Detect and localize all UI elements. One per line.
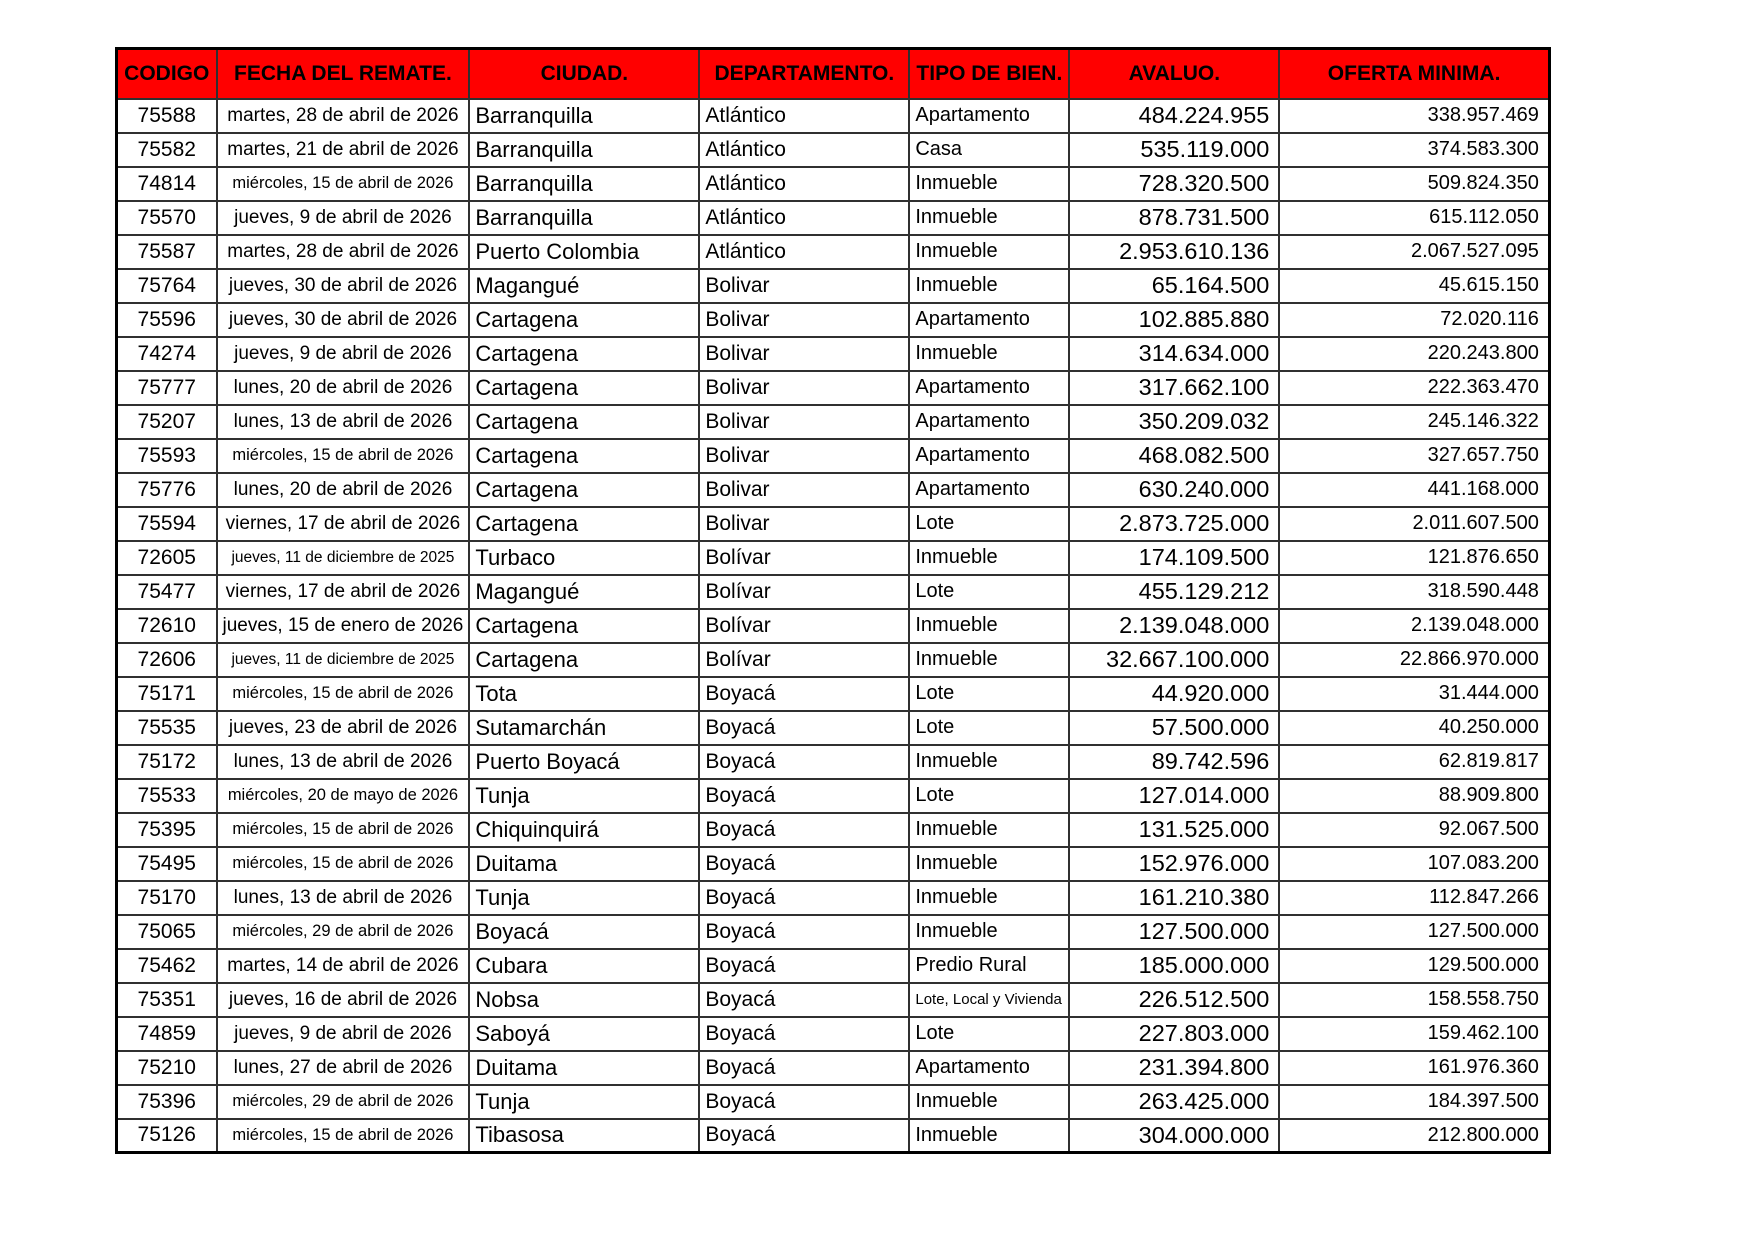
table-row — [117, 303, 1550, 337]
cell-fecha: miércoles, 15 de abril de 2026 — [217, 167, 470, 201]
cell-ciudad: Turbaco — [469, 541, 699, 575]
cell-fecha: lunes, 13 de abril de 2026 — [217, 745, 470, 779]
table-row — [117, 609, 1550, 643]
cell-fecha: miércoles, 29 de abril de 2026 — [217, 1085, 470, 1119]
cell-fecha: martes, 28 de abril de 2026 — [217, 99, 470, 133]
cell-departamento: Boyacá — [699, 711, 909, 745]
cell-ciudad: Barranquilla — [469, 201, 699, 235]
table-row — [117, 983, 1550, 1017]
cell-tipo: Lote — [909, 677, 1069, 711]
cell-tipo: Inmueble — [909, 813, 1069, 847]
table-header-row — [117, 49, 1550, 99]
cell-fecha: viernes, 17 de abril de 2026 — [217, 507, 470, 541]
cell-codigo: 74859 — [117, 1017, 217, 1051]
cell-ciudad: Barranquilla — [469, 133, 699, 167]
cell-codigo: 75777 — [117, 371, 217, 405]
cell-codigo: 75126 — [117, 1119, 217, 1153]
table-row — [117, 881, 1550, 915]
cell-departamento: Boyacá — [699, 745, 909, 779]
cell-ciudad: Cartagena — [469, 337, 699, 371]
cell-departamento: Boyacá — [699, 915, 909, 949]
header-codigo: CODIGO — [117, 49, 217, 99]
table-row — [117, 711, 1550, 745]
cell-departamento: Bolivar — [699, 507, 909, 541]
cell-oferta: 159.462.100 — [1279, 1017, 1549, 1051]
cell-ciudad: Duitama — [469, 1051, 699, 1085]
cell-codigo: 75776 — [117, 473, 217, 507]
cell-ciudad: Cartagena — [469, 473, 699, 507]
cell-tipo: Inmueble — [909, 1085, 1069, 1119]
cell-tipo: Inmueble — [909, 337, 1069, 371]
cell-oferta: 2.067.527.095 — [1279, 235, 1549, 269]
cell-codigo: 75395 — [117, 813, 217, 847]
cell-codigo: 75207 — [117, 405, 217, 439]
cell-avaluo: 535.119.000 — [1069, 133, 1279, 167]
cell-fecha: miércoles, 29 de abril de 2026 — [217, 915, 470, 949]
cell-fecha: jueves, 15 de enero de 2026 — [217, 609, 470, 643]
cell-avaluo: 878.731.500 — [1069, 201, 1279, 235]
table-row — [117, 269, 1550, 303]
cell-oferta: 92.067.500 — [1279, 813, 1549, 847]
cell-ciudad: Cartagena — [469, 371, 699, 405]
table-row — [117, 915, 1550, 949]
cell-ciudad: Barranquilla — [469, 99, 699, 133]
table-row — [117, 473, 1550, 507]
cell-ciudad: Magangué — [469, 269, 699, 303]
cell-oferta: 2.011.607.500 — [1279, 507, 1549, 541]
cell-ciudad: Chiquinquirá — [469, 813, 699, 847]
cell-departamento: Bolivar — [699, 473, 909, 507]
cell-avaluo: 2.139.048.000 — [1069, 609, 1279, 643]
cell-departamento: Bolívar — [699, 541, 909, 575]
cell-ciudad: Cartagena — [469, 643, 699, 677]
cell-tipo: Lote — [909, 507, 1069, 541]
table-row — [117, 643, 1550, 677]
cell-oferta: 184.397.500 — [1279, 1085, 1549, 1119]
cell-codigo: 75533 — [117, 779, 217, 813]
cell-fecha: jueves, 11 de diciembre de 2025 — [217, 643, 470, 677]
table-row — [117, 371, 1550, 405]
cell-departamento: Atlántico — [699, 133, 909, 167]
cell-tipo: Apartamento — [909, 1051, 1069, 1085]
table-row — [117, 337, 1550, 371]
table-row — [117, 677, 1550, 711]
cell-tipo: Inmueble — [909, 915, 1069, 949]
cell-tipo: Lote — [909, 1017, 1069, 1051]
cell-fecha: lunes, 20 de abril de 2026 — [217, 473, 470, 507]
cell-departamento: Bolivar — [699, 337, 909, 371]
cell-fecha: jueves, 9 de abril de 2026 — [217, 201, 470, 235]
cell-ciudad: Cartagena — [469, 405, 699, 439]
cell-ciudad: Sutamarchán — [469, 711, 699, 745]
cell-ciudad: Tunja — [469, 881, 699, 915]
cell-tipo: Apartamento — [909, 439, 1069, 473]
cell-ciudad: Barranquilla — [469, 167, 699, 201]
cell-oferta: 338.957.469 — [1279, 99, 1549, 133]
cell-departamento: Boyacá — [699, 813, 909, 847]
cell-avaluo: 630.240.000 — [1069, 473, 1279, 507]
cell-codigo: 75587 — [117, 235, 217, 269]
cell-oferta: 318.590.448 — [1279, 575, 1549, 609]
cell-avaluo: 226.512.500 — [1069, 983, 1279, 1017]
cell-oferta: 509.824.350 — [1279, 167, 1549, 201]
cell-departamento: Atlántico — [699, 167, 909, 201]
cell-codigo: 75172 — [117, 745, 217, 779]
cell-ciudad: Duitama — [469, 847, 699, 881]
cell-oferta: 40.250.000 — [1279, 711, 1549, 745]
cell-departamento: Boyacá — [699, 949, 909, 983]
cell-tipo: Apartamento — [909, 303, 1069, 337]
cell-fecha: martes, 21 de abril de 2026 — [217, 133, 470, 167]
table-row — [117, 575, 1550, 609]
cell-tipo: Lote — [909, 779, 1069, 813]
cell-departamento: Bolívar — [699, 609, 909, 643]
cell-tipo: Inmueble — [909, 1119, 1069, 1153]
cell-departamento: Atlántico — [699, 201, 909, 235]
cell-oferta: 374.583.300 — [1279, 133, 1549, 167]
cell-departamento: Bolívar — [699, 575, 909, 609]
cell-avaluo: 2.953.610.136 — [1069, 235, 1279, 269]
table-row — [117, 847, 1550, 881]
cell-avaluo: 89.742.596 — [1069, 745, 1279, 779]
cell-departamento: Boyacá — [699, 1085, 909, 1119]
cell-codigo: 75477 — [117, 575, 217, 609]
cell-avaluo: 468.082.500 — [1069, 439, 1279, 473]
cell-departamento: Boyacá — [699, 881, 909, 915]
cell-codigo: 75351 — [117, 983, 217, 1017]
header-ciudad: CIUDAD. — [469, 49, 699, 99]
cell-avaluo: 127.500.000 — [1069, 915, 1279, 949]
cell-fecha: lunes, 20 de abril de 2026 — [217, 371, 470, 405]
cell-codigo: 75396 — [117, 1085, 217, 1119]
cell-ciudad: Magangué — [469, 575, 699, 609]
cell-codigo: 75594 — [117, 507, 217, 541]
table-row — [117, 541, 1550, 575]
cell-departamento: Boyacá — [699, 1119, 909, 1153]
cell-avaluo: 231.394.800 — [1069, 1051, 1279, 1085]
cell-departamento: Boyacá — [699, 677, 909, 711]
cell-codigo: 75462 — [117, 949, 217, 983]
cell-codigo: 75596 — [117, 303, 217, 337]
cell-fecha: jueves, 16 de abril de 2026 — [217, 983, 470, 1017]
cell-oferta: 107.083.200 — [1279, 847, 1549, 881]
cell-fecha: miércoles, 20 de mayo de 2026 — [217, 779, 470, 813]
cell-codigo: 75570 — [117, 201, 217, 235]
cell-fecha: viernes, 17 de abril de 2026 — [217, 575, 470, 609]
cell-oferta: 158.558.750 — [1279, 983, 1549, 1017]
cell-fecha: miércoles, 15 de abril de 2026 — [217, 813, 470, 847]
cell-tipo: Inmueble — [909, 541, 1069, 575]
header-departamento: DEPARTAMENTO. — [699, 49, 909, 99]
cell-fecha: miércoles, 15 de abril de 2026 — [217, 1119, 470, 1153]
header-fecha: FECHA DEL REMATE. — [217, 49, 470, 99]
cell-ciudad: Cubara — [469, 949, 699, 983]
cell-oferta: 31.444.000 — [1279, 677, 1549, 711]
cell-departamento: Bolivar — [699, 439, 909, 473]
cell-avaluo: 185.000.000 — [1069, 949, 1279, 983]
cell-oferta: 127.500.000 — [1279, 915, 1549, 949]
cell-codigo: 74274 — [117, 337, 217, 371]
table-row — [117, 1051, 1550, 1085]
cell-ciudad: Tunja — [469, 1085, 699, 1119]
cell-tipo: Inmueble — [909, 745, 1069, 779]
cell-departamento: Boyacá — [699, 1051, 909, 1085]
cell-oferta: 22.866.970.000 — [1279, 643, 1549, 677]
table-row — [117, 235, 1550, 269]
cell-oferta: 2.139.048.000 — [1279, 609, 1549, 643]
cell-departamento: Boyacá — [699, 847, 909, 881]
cell-tipo: Inmueble — [909, 643, 1069, 677]
header-oferta: OFERTA MINIMA. — [1279, 49, 1549, 99]
cell-codigo: 75065 — [117, 915, 217, 949]
cell-departamento: Boyacá — [699, 983, 909, 1017]
cell-fecha: miércoles, 15 de abril de 2026 — [217, 677, 470, 711]
table-row — [117, 405, 1550, 439]
cell-fecha: miércoles, 15 de abril de 2026 — [217, 847, 470, 881]
cell-fecha: lunes, 13 de abril de 2026 — [217, 405, 470, 439]
cell-codigo: 74814 — [117, 167, 217, 201]
table-row — [117, 1119, 1550, 1153]
cell-fecha: jueves, 30 de abril de 2026 — [217, 303, 470, 337]
cell-avaluo: 314.634.000 — [1069, 337, 1279, 371]
cell-tipo: Lote, Local y Vivienda — [909, 983, 1069, 1017]
cell-tipo: Inmueble — [909, 269, 1069, 303]
table-row — [117, 1017, 1550, 1051]
cell-avaluo: 484.224.955 — [1069, 99, 1279, 133]
cell-codigo: 75582 — [117, 133, 217, 167]
cell-codigo: 75593 — [117, 439, 217, 473]
cell-oferta: 62.819.817 — [1279, 745, 1549, 779]
table-row — [117, 133, 1550, 167]
cell-avaluo: 32.667.100.000 — [1069, 643, 1279, 677]
cell-ciudad: Tunja — [469, 779, 699, 813]
cell-avaluo: 102.885.880 — [1069, 303, 1279, 337]
cell-avaluo: 65.164.500 — [1069, 269, 1279, 303]
cell-oferta: 212.800.000 — [1279, 1119, 1549, 1153]
table-row — [117, 439, 1550, 473]
cell-oferta: 245.146.322 — [1279, 405, 1549, 439]
table-row — [117, 1085, 1550, 1119]
cell-avaluo: 131.525.000 — [1069, 813, 1279, 847]
cell-avaluo: 227.803.000 — [1069, 1017, 1279, 1051]
cell-departamento: Bolivar — [699, 371, 909, 405]
cell-ciudad: Puerto Boyacá — [469, 745, 699, 779]
cell-tipo: Apartamento — [909, 405, 1069, 439]
cell-tipo: Inmueble — [909, 609, 1069, 643]
cell-tipo: Inmueble — [909, 235, 1069, 269]
cell-avaluo: 127.014.000 — [1069, 779, 1279, 813]
table-row — [117, 201, 1550, 235]
auction-listings-table — [115, 47, 1551, 1154]
cell-avaluo: 304.000.000 — [1069, 1119, 1279, 1153]
cell-tipo: Apartamento — [909, 473, 1069, 507]
header-tipo: TIPO DE BIEN. — [909, 49, 1069, 99]
cell-fecha: jueves, 30 de abril de 2026 — [217, 269, 470, 303]
cell-ciudad: Puerto Colombia — [469, 235, 699, 269]
table-row — [117, 99, 1550, 133]
cell-oferta: 129.500.000 — [1279, 949, 1549, 983]
cell-tipo: Predio Rural — [909, 949, 1069, 983]
cell-departamento: Bolívar — [699, 643, 909, 677]
cell-ciudad: Boyacá — [469, 915, 699, 949]
cell-avaluo: 174.109.500 — [1069, 541, 1279, 575]
cell-codigo: 75495 — [117, 847, 217, 881]
cell-avaluo: 57.500.000 — [1069, 711, 1279, 745]
cell-ciudad: Cartagena — [469, 507, 699, 541]
cell-avaluo: 728.320.500 — [1069, 167, 1279, 201]
cell-fecha: lunes, 13 de abril de 2026 — [217, 881, 470, 915]
cell-avaluo: 2.873.725.000 — [1069, 507, 1279, 541]
table-row — [117, 167, 1550, 201]
cell-codigo: 75535 — [117, 711, 217, 745]
cell-tipo: Apartamento — [909, 371, 1069, 405]
cell-fecha: martes, 28 de abril de 2026 — [217, 235, 470, 269]
cell-codigo: 75588 — [117, 99, 217, 133]
cell-ciudad: Cartagena — [469, 609, 699, 643]
cell-avaluo: 44.920.000 — [1069, 677, 1279, 711]
table-row — [117, 507, 1550, 541]
cell-tipo: Lote — [909, 711, 1069, 745]
cell-ciudad: Cartagena — [469, 439, 699, 473]
table-row — [117, 949, 1550, 983]
cell-oferta: 222.363.470 — [1279, 371, 1549, 405]
cell-departamento: Bolivar — [699, 303, 909, 337]
cell-avaluo: 317.662.100 — [1069, 371, 1279, 405]
cell-oferta: 112.847.266 — [1279, 881, 1549, 915]
cell-avaluo: 161.210.380 — [1069, 881, 1279, 915]
cell-codigo: 75171 — [117, 677, 217, 711]
cell-fecha: martes, 14 de abril de 2026 — [217, 949, 470, 983]
cell-oferta: 327.657.750 — [1279, 439, 1549, 473]
cell-tipo: Apartamento — [909, 99, 1069, 133]
cell-fecha: jueves, 9 de abril de 2026 — [217, 337, 470, 371]
table-row — [117, 813, 1550, 847]
cell-departamento: Atlántico — [699, 99, 909, 133]
cell-departamento: Boyacá — [699, 779, 909, 813]
cell-codigo: 75210 — [117, 1051, 217, 1085]
cell-ciudad: Tota — [469, 677, 699, 711]
cell-departamento: Bolivar — [699, 269, 909, 303]
cell-codigo: 75170 — [117, 881, 217, 915]
cell-tipo: Inmueble — [909, 201, 1069, 235]
cell-oferta: 88.909.800 — [1279, 779, 1549, 813]
cell-oferta: 121.876.650 — [1279, 541, 1549, 575]
cell-departamento: Bolivar — [699, 405, 909, 439]
cell-tipo: Inmueble — [909, 167, 1069, 201]
cell-codigo: 72605 — [117, 541, 217, 575]
cell-avaluo: 455.129.212 — [1069, 575, 1279, 609]
cell-departamento: Atlántico — [699, 235, 909, 269]
cell-tipo: Inmueble — [909, 847, 1069, 881]
cell-oferta: 45.615.150 — [1279, 269, 1549, 303]
cell-codigo: 75764 — [117, 269, 217, 303]
cell-tipo: Casa — [909, 133, 1069, 167]
cell-tipo: Lote — [909, 575, 1069, 609]
cell-codigo: 72606 — [117, 643, 217, 677]
table-row — [117, 779, 1550, 813]
header-avaluo: AVALUO. — [1069, 49, 1279, 99]
cell-fecha: jueves, 23 de abril de 2026 — [217, 711, 470, 745]
cell-avaluo: 152.976.000 — [1069, 847, 1279, 881]
cell-oferta: 161.976.360 — [1279, 1051, 1549, 1085]
cell-tipo: Inmueble — [909, 881, 1069, 915]
cell-oferta: 615.112.050 — [1279, 201, 1549, 235]
cell-ciudad: Nobsa — [469, 983, 699, 1017]
cell-ciudad: Tibasosa — [469, 1119, 699, 1153]
cell-fecha: lunes, 27 de abril de 2026 — [217, 1051, 470, 1085]
cell-oferta: 441.168.000 — [1279, 473, 1549, 507]
cell-ciudad: Cartagena — [469, 303, 699, 337]
cell-codigo: 72610 — [117, 609, 217, 643]
cell-avaluo: 350.209.032 — [1069, 405, 1279, 439]
cell-avaluo: 263.425.000 — [1069, 1085, 1279, 1119]
cell-oferta: 72.020.116 — [1279, 303, 1549, 337]
cell-oferta: 220.243.800 — [1279, 337, 1549, 371]
cell-departamento: Boyacá — [699, 1017, 909, 1051]
table-row — [117, 745, 1550, 779]
cell-fecha: miércoles, 15 de abril de 2026 — [217, 439, 470, 473]
cell-ciudad: Saboyá — [469, 1017, 699, 1051]
cell-fecha: jueves, 9 de abril de 2026 — [217, 1017, 470, 1051]
cell-fecha: jueves, 11 de diciembre de 2025 — [217, 541, 470, 575]
